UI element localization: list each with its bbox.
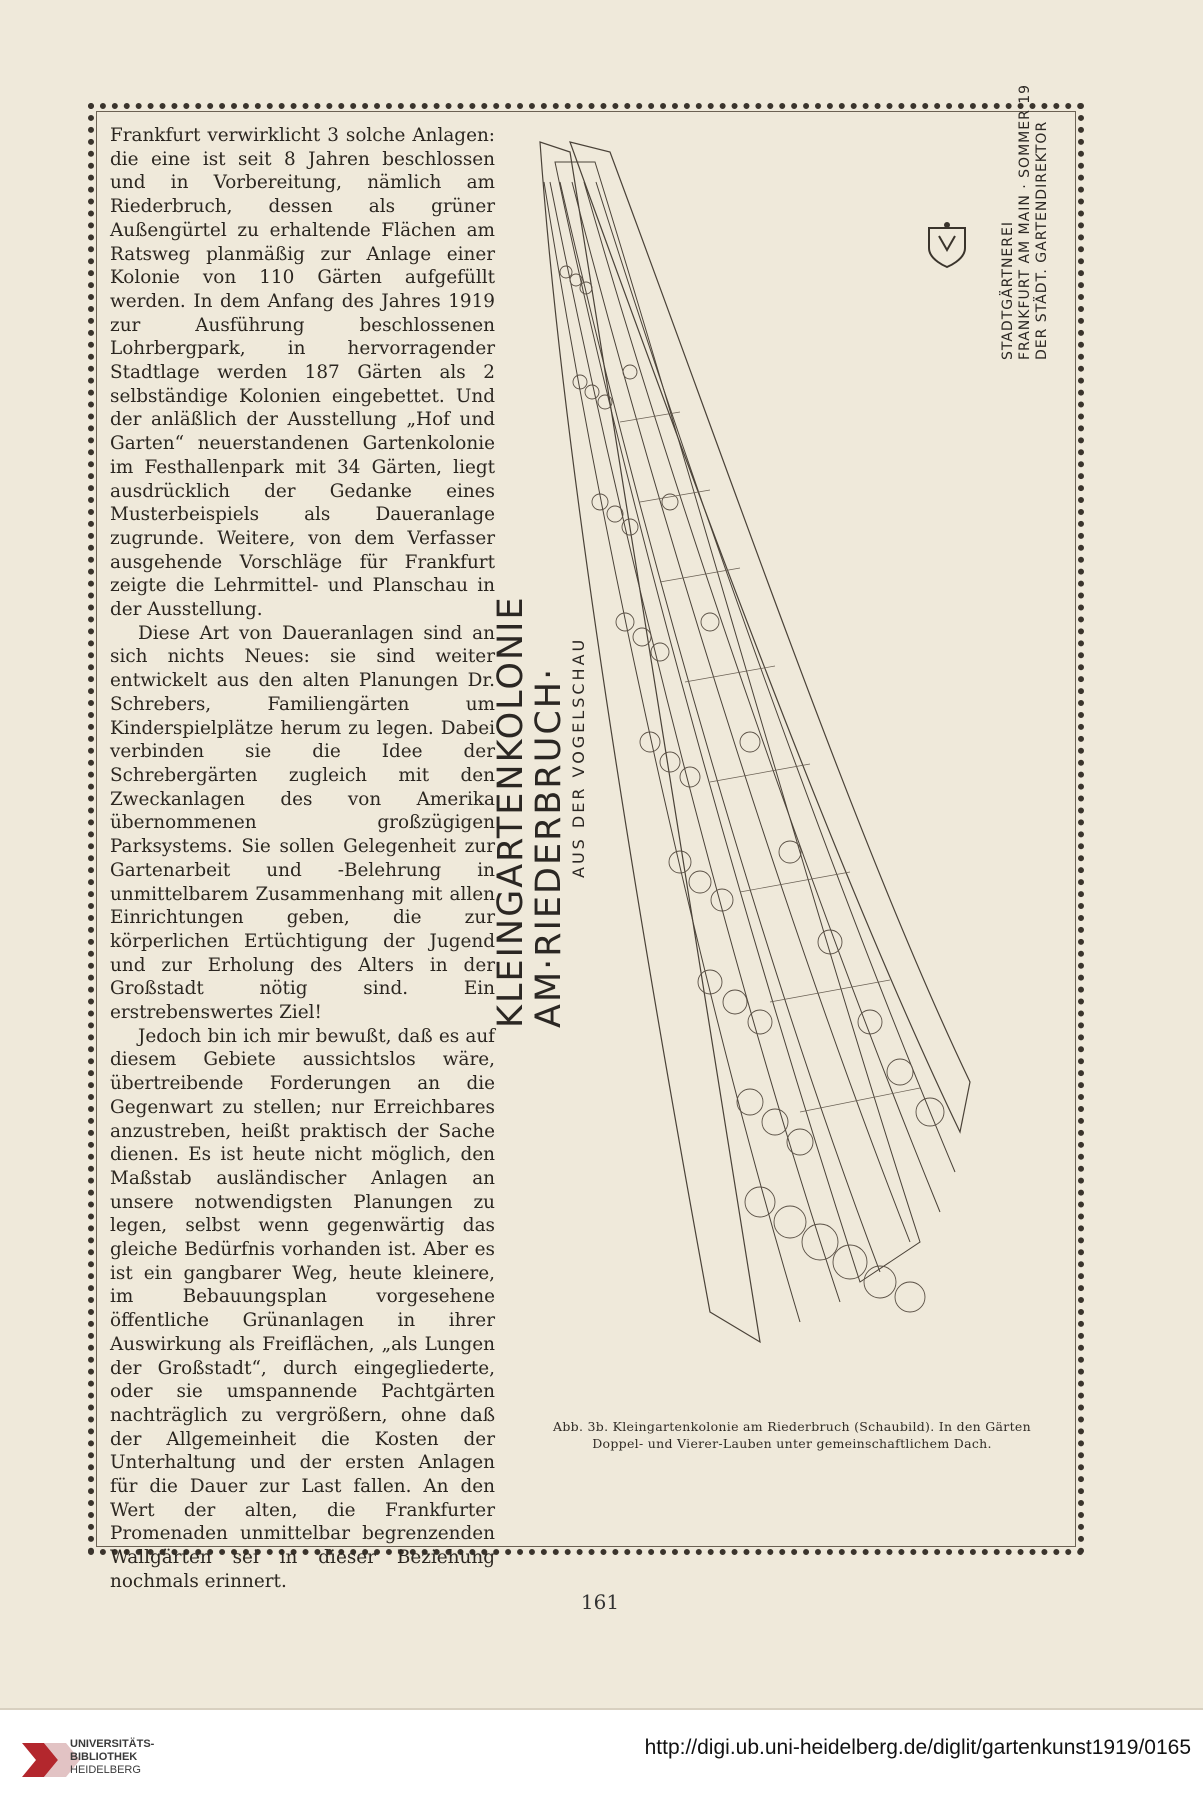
source-url-link[interactable]: http://digi.ub.uni-heidelberg.de/diglit/gartenkunst1919/0165 — [644, 1736, 1191, 1759]
paragraph-2: Diese Art von Daueranlagen sind an sich nichts Neues: sie sind weiter entwickelt aus den alten Planungen Dr. Schrebers, Familiengärten um Kinderspielplätze herum zu legen. Dabei verbinden sie die Idee der Schrebergärten zugleich mit den Zweckanlagen des von Amerika übernommenen großzügigen Parksystems. Sie sollen Gelegenheit zur Gartenarbeit und -Belehrung in unmittelbarem Zusammenhang mit allen Einrichtungen geben, die zur körperlichen Ertüchtigung der Jugend und zur Erholung des Alters in der Großstadt nötig sind. Ein erstrebenswertes Ziel! — [110, 622, 495, 1024]
stamp-line3: DER STÄDT. GARTENDIREKTOR — [1034, 120, 1050, 360]
logo-line2: BIBLIOTHEK — [70, 1751, 138, 1763]
logo-line1: UNIVERSITÄTS- — [70, 1738, 155, 1750]
paragraph-1: Frankfurt verwirklicht 3 solche Anlagen: die eine ist seit 8 Jahren beschlossen und in Vorbereitung, nämlich am Riederbruch, dessen als grüner Außengürtel zu erhaltende Flächen am Ratsweg planmäßig zur Anlage einer Kolonie von 110 Gärten aufgefüllt werden. In dem Anfang des Jahres 1919 zur Ausführung beschlossenen Lohrbergpark, in hervorragender Stadtlage werden 187 Gärten als 2 selbständige Kolonien eingebettet. Und der anläßlich der Ausstellung „Hof und Garten“ neuerstandenen Gartenkolonie im Festhallenpark mit 34 Gärten, liegt ausdrücklich der Gedanke eines Musterbeispiels als Daueranlage zugrunde. Weitere, von dem Verfasser ausgehende Vorschläge für Frankfurt zeigte die Lehrmittel- und Planschau in der Ausstellung. — [110, 125, 495, 621]
illustration-title-line2: AM·RIEDERBRUCH· — [529, 666, 569, 1028]
paragraph-3: Jedoch bin ich mir bewußt, daß es auf diesem Gebiete aussichtslos wäre, übertreibende Forderungen an die Gegenwart zu stellen; nur Erreichbares anzustreben, heißt praktisch der Sache dienen. Es ist heute nicht möglich, den Maßstab ausländischer Anlagen an unsere notwendigsten Planungen zu legen, selbst wenn gegenwärtig das gleiche Bedürfnis vorhanden ist. Aber es ist ein gangbarer Weg, heute kleinere, im Bebauungsplan vorgesehene öffentliche Grünanlagen in ihrer Auswirkung als Freiflächen, „als Lungen der Großstadt“, durch eingegliederte, oder sie umspannende Pachtgärten nachträglich zu vergrößern, ohne daß der Allgemeinheit die Kosten der Unterhaltung und der ersten Anlagen für die Dauer zur Last fallen. An den Wert der alten, die Frankfurter Promenaden unmittelbar begrenzenden Wallgärten sei in dieser Beziehung nochmals erinnert. — [110, 1025, 495, 1592]
caption-line1: Abb. 3b. Kleingartenkolonie am Riederbruch (Schaubild). In den Gärten — [553, 1419, 1031, 1434]
body-text-column — [110, 124, 495, 1594]
illustration-title-line1: KLEINGARTENKOLONIE — [491, 595, 531, 1028]
logo-line3: HEIDELBERG — [70, 1764, 141, 1776]
figure-caption — [512, 1418, 1072, 1452]
footer-divider — [0, 1708, 1203, 1710]
stamp-line1: STADTGÄRTNEREI — [1000, 221, 1016, 360]
hedge-right — [570, 142, 970, 1132]
caption-line2: Doppel- und Vierer-Lauben unter gemeinschaftlichem Dach. — [592, 1436, 992, 1451]
library-logo-text — [70, 1738, 190, 1777]
illustration-subtitle: AUS DER VOGELSCHAU — [569, 636, 588, 878]
stamp-line2: FRANKFURT AM MAIN · SOMMER 19 — [1017, 83, 1033, 360]
coat-of-arms-icon — [924, 220, 970, 270]
page-number: 161 — [580, 1590, 620, 1614]
